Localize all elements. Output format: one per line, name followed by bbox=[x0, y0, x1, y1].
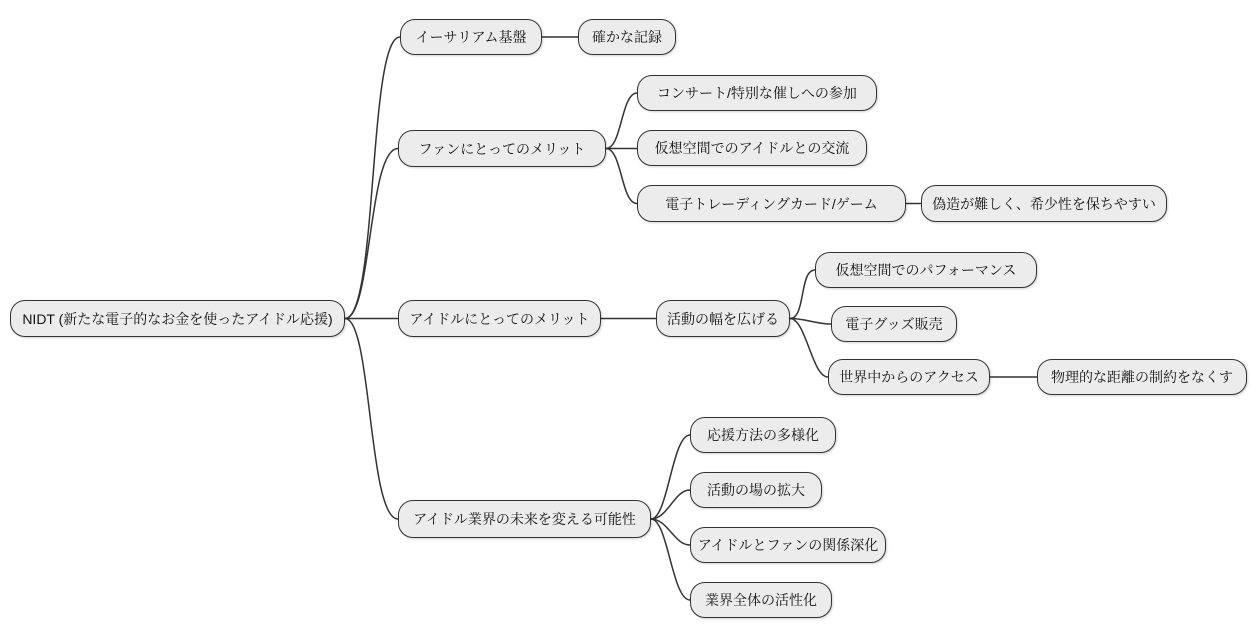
node-worldwide-access: 世界中からのアクセス bbox=[828, 359, 990, 395]
edge-fan-concert bbox=[606, 93, 637, 149]
node-support-diversify: 応援方法の多様化 bbox=[690, 417, 836, 453]
node-relationship: アイドルとファンの関係深化 bbox=[690, 527, 886, 563]
node-virtual-performance: 仮想空間でのパフォーマンス bbox=[815, 252, 1037, 288]
node-concert: コンサート/特別な催しへの参加 bbox=[637, 75, 877, 111]
edge-root-ethereum bbox=[345, 37, 400, 319]
edge-expand-virtual-performance bbox=[790, 270, 815, 319]
node-trading-card: 電子トレーディングカード/ゲーム bbox=[637, 185, 906, 222]
node-industry-vitalize: 業界全体の活性化 bbox=[690, 582, 832, 618]
node-forgery: 偽造が難しく、希少性を保ちやすい bbox=[921, 185, 1167, 222]
node-fan-merit: ファンにとってのメリット bbox=[398, 130, 606, 167]
node-idol-merit: アイドルにとってのメリット bbox=[398, 300, 601, 337]
node-no-distance: 物理的な距離の制約をなくす bbox=[1037, 359, 1247, 395]
node-digital-goods: 電子グッズ販売 bbox=[831, 306, 957, 342]
edge-expand-worldwide bbox=[790, 319, 828, 378]
node-activity-expansion: 活動の場の拡大 bbox=[690, 472, 822, 508]
node-record: 確かな記録 bbox=[578, 19, 676, 55]
edge-fan-trading-card bbox=[606, 149, 637, 204]
edge-root-future bbox=[345, 319, 398, 520]
edge-root-fan-merit bbox=[345, 149, 398, 319]
edge-future-support bbox=[651, 435, 690, 519]
node-ethereum: イーサリアム基盤 bbox=[400, 19, 542, 55]
node-root: NIDT (新たな電子的なお金を使ったアイドル応援) bbox=[10, 300, 345, 337]
node-expand-activity: 活動の幅を広げる bbox=[656, 300, 790, 337]
node-future: アイドル業界の未来を変える可能性 bbox=[398, 500, 651, 538]
node-virtual-interaction: 仮想空間でのアイドルとの交流 bbox=[637, 130, 867, 166]
